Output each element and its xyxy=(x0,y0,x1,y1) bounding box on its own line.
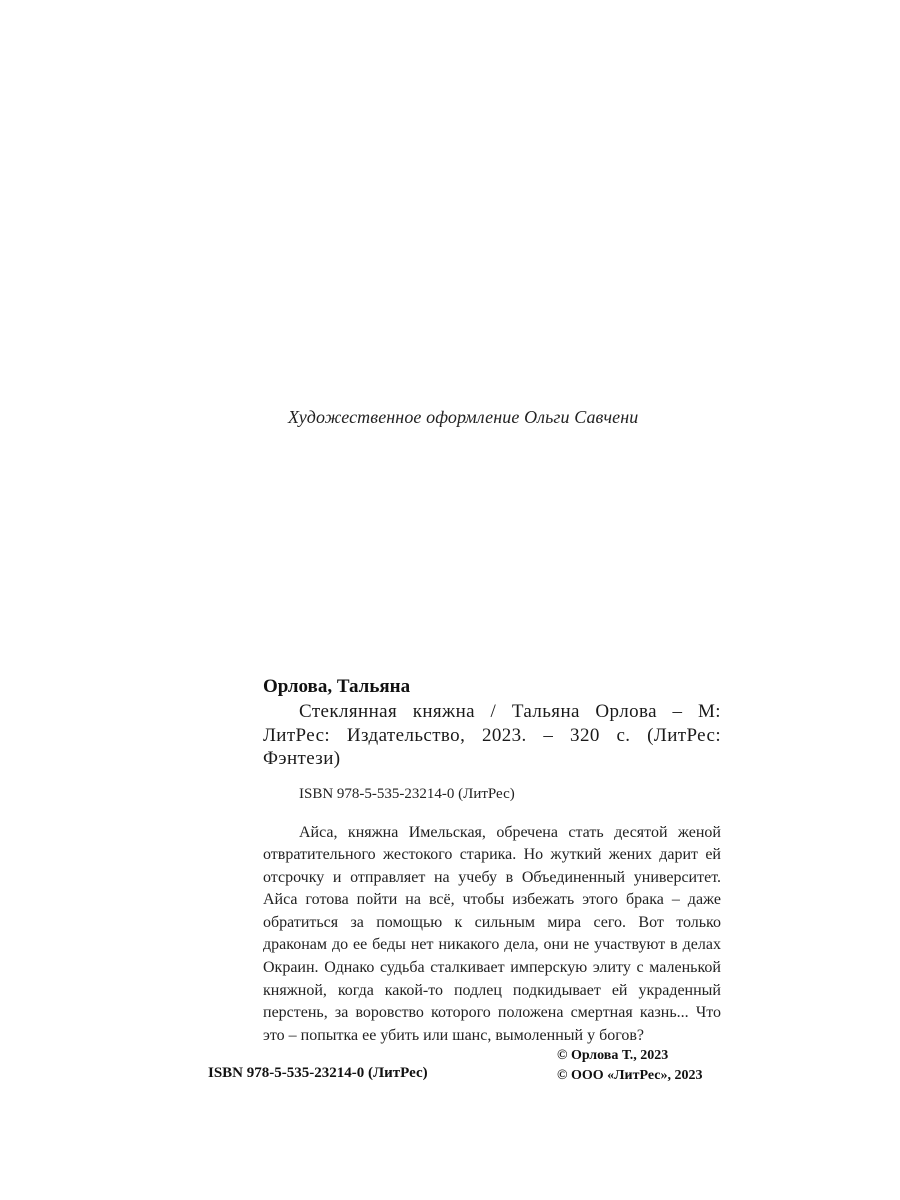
footer-isbn: ISBN 978-5-535-23214-0 (ЛитРес) xyxy=(208,1065,428,1081)
bibliographic-record xyxy=(263,674,721,1047)
annotation-text: Айса, княжна Имельская, обречена стать десятой женой отвратительного жестокого старика. Но жуткий жених дарит ей отсрочку и отправляет на учебу в Объединенный университет. Айса готова пойти на всё, чтобы избежать этого брака – даже обратиться за помощью к сильным мира сего. Вот только драконам до ее беды нет никакого дела, они не участвуют в делах Окраин. Однако судьба сталкивает имперскую элиту с маленькой княжной, когда какой-то подлец подкидывает ей украденный перстень, за воровство которого положена смертная казнь... Что это – попытка ее убить или шанс, вымоленный у богов? xyxy=(263,823,721,1044)
citation-text: Стеклянная княжна / Тальяна Орлова – М: ЛитРес: Издательство, 2023. – 320 с. (ЛитРес: Фэнтези) xyxy=(263,701,721,769)
isbn-line: ISBN 978-5-535-23214-0 (ЛитРес) xyxy=(299,785,515,802)
copyright-block xyxy=(557,1046,702,1086)
copyright-publisher: © ООО «ЛитРес», 2023 xyxy=(557,1068,703,1083)
copyright-author: © Орлова Т., 2023 xyxy=(557,1048,669,1063)
author-heading: Орлова, Тальяна xyxy=(263,676,411,697)
design-credit: Художественное оформление Ольги Савчени xyxy=(288,407,639,427)
